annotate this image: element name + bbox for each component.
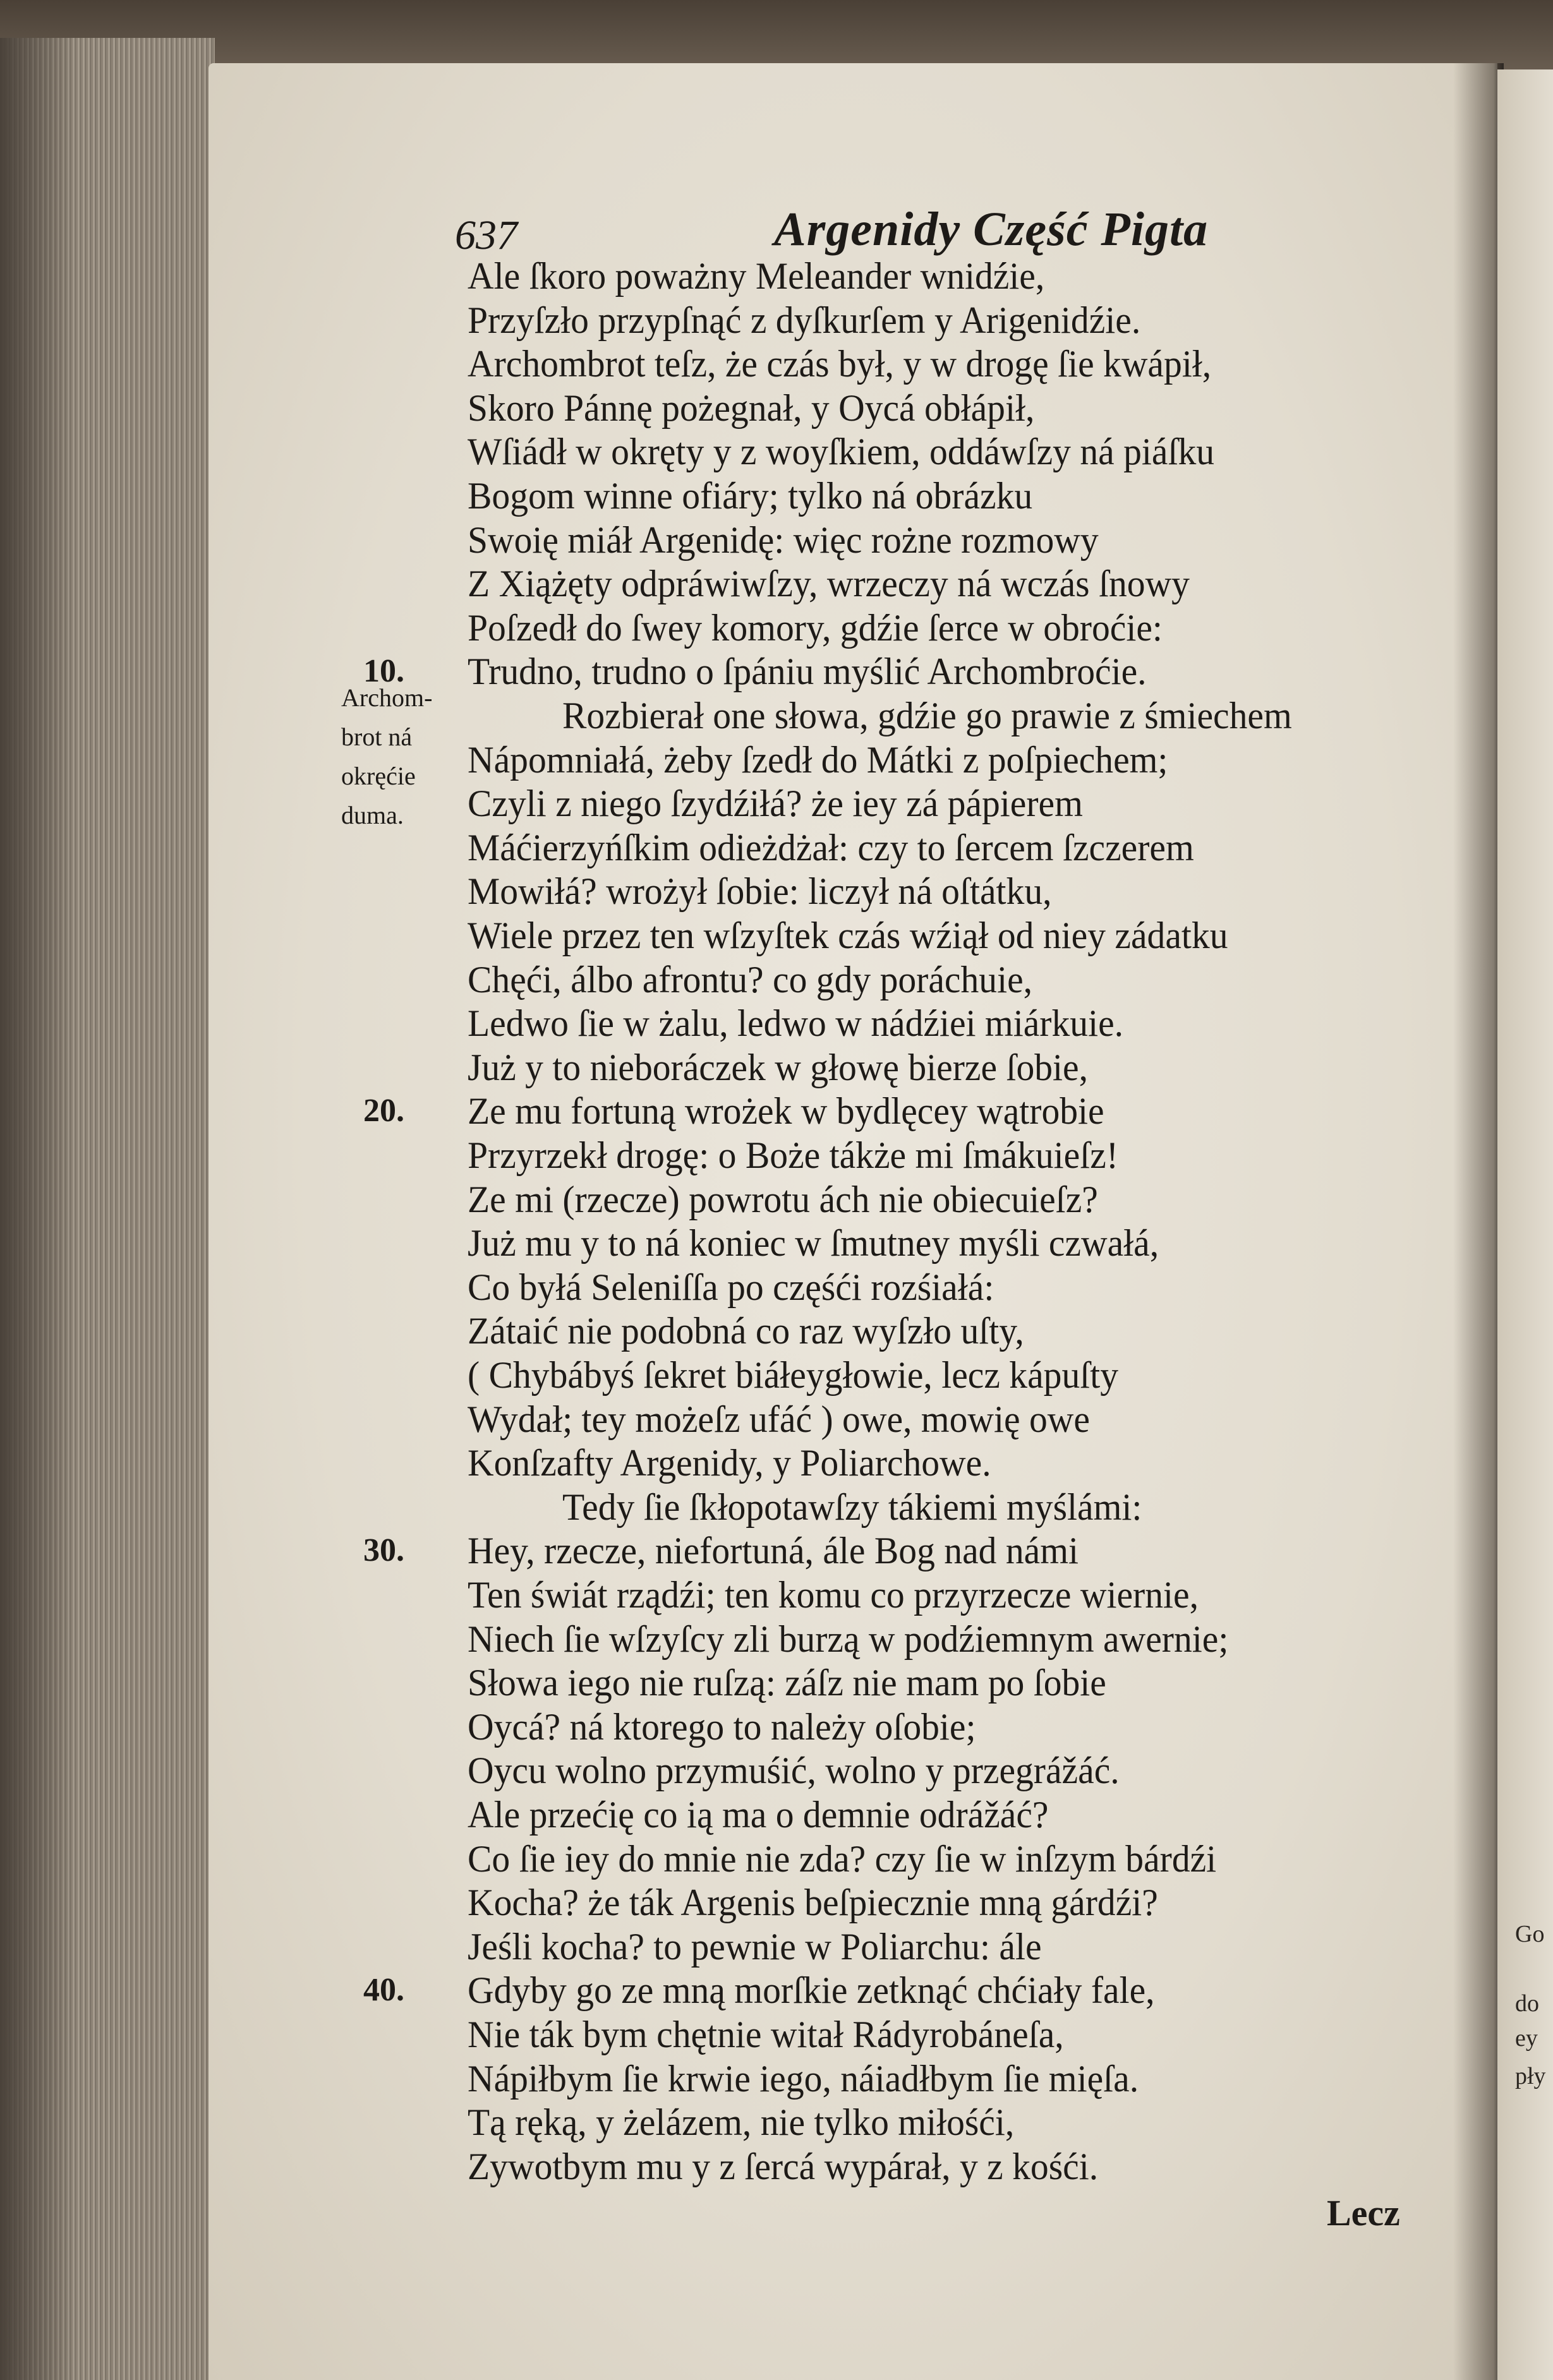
- margin-note-line: duma.: [341, 801, 404, 829]
- verse-line: Nie ták bym chętnie witał Rádyrobáneſa,: [468, 2014, 1064, 2055]
- verse-line: Z Xiążęty odpráwiwſzy, wrzeczy ná wczás ſnowy: [468, 563, 1190, 605]
- verse-line: Ledwo ſie w żalu, ledwo w nádźiei miárkuie.: [468, 1002, 1124, 1045]
- verse-line: Nápiłbym ſie krwie iego, náiadłbym ſie mięſa.: [468, 2057, 1139, 2100]
- verse-line: Ze mu fortuną wrożek w bydlęcey wątrobie: [468, 1090, 1104, 1133]
- verse-line: Przyſzło przypſnąć z dyſkurſem y Arigenidźie.: [468, 299, 1141, 341]
- facing-page-fragment: pły: [1515, 2063, 1546, 2089]
- verse-line: Ze mi (rzecze) powrotu ách nie obiecuieſz?: [468, 1178, 1098, 1220]
- verse-line: Słowa iego nie ruſzą: záſz nie mam po ſobie: [468, 1662, 1106, 1704]
- verse-line: Oycá? ná ktorego to należy oſobie;: [468, 1705, 976, 1748]
- verse-line: Przyrzekł drogę: o Boże tákże mi ſmákuieſz!: [468, 1134, 1119, 1176]
- book-gutter: [1453, 63, 1504, 2380]
- line-number: 20.: [363, 1093, 404, 1129]
- verse-line: Wſiádł w okręty y z woyſkiem, oddáwſzy ná piáſku: [468, 431, 1215, 473]
- facing-page-fragment: do: [1515, 1990, 1539, 2017]
- verse-line: Swoię miáł Argenidę: więc rożne rozmowy: [468, 519, 1099, 561]
- verse-line: Gdyby go ze mną morſkie zetknąć chćiały fale,: [468, 1969, 1155, 2012]
- verse-line: Mowiłá? wrożył ſobie: liczył ná oſtátku,: [468, 870, 1052, 913]
- verse-line: Bogom winne ofiáry; tylko ná obrázku: [468, 475, 1033, 517]
- verse-line: Poſzedł do ſwey komory, gdźie ſerce w obroćie:: [468, 606, 1163, 649]
- verse-line: Máćierzyńſkim odieżdżał: czy to ſercem ſzczerem: [468, 826, 1194, 868]
- verse-line: Co byłá Seleniſſa po częśći rozśiałá:: [468, 1266, 994, 1308]
- verse-line: Jeśli kocha? to pewnie w Poliarchu: ále: [468, 1925, 1042, 1968]
- catchword: Lecz: [1327, 2192, 1400, 2233]
- facing-page-fragment: Go: [1515, 1921, 1545, 1947]
- verse-line: Wydał; tey możeſz ufáć ) owe, mowię owe: [468, 1398, 1090, 1440]
- verse-line: Niech ſie wſzyſcy zli burzą w podźiemnym awernie;: [468, 1618, 1229, 1660]
- verse-line: Archombrot teſz, że czás był, y w drogę ſie kwápił,: [468, 343, 1212, 385]
- running-title: Argenidy Część Pigta: [774, 203, 1209, 256]
- verse-line: Co ſie iey do mnie nie zda? czy ſie w inſzym bárdźi: [468, 1837, 1217, 1880]
- verse-line: Kocha? że ták Argenis beſpiecznie mną gárdźi?: [468, 1882, 1158, 1924]
- verse-line: Trudno, trudno o ſpániu myślić Archombroćie.: [468, 651, 1147, 693]
- verse-line: Skoro Pánnę pożegnał, y Oycá obłápił,: [468, 387, 1035, 429]
- verse-line: ( Chybábyś ſekret biáłeygłowie, lecz kápuſty: [468, 1354, 1119, 1396]
- verse-line: Nápomniałá, żeby ſzedł do Mátki z poſpiechem;: [468, 738, 1168, 781]
- margin-note-line: Archom-: [341, 683, 433, 712]
- verse-line: Już mu y to ná koniec w ſmutney myśli czwałá,: [468, 1222, 1159, 1265]
- verse-line: Tą ręką, y żelázem, nie tylko miłośći,: [468, 2101, 1015, 2144]
- facing-page-fragment: ey: [1515, 2025, 1538, 2052]
- line-number: 30.: [363, 1532, 404, 1569]
- verse-line: Zátaić nie podobná co raz wyſzło uſty,: [468, 1310, 1024, 1352]
- verse-line: Oycu wolno przymuśić, wolno y przegrážáć.: [468, 1750, 1120, 1792]
- line-number: 40.: [363, 1972, 404, 2009]
- page-number: 637: [455, 212, 517, 258]
- edge-shadow: [0, 38, 76, 2380]
- verse-line: Chęći, álbo afrontu? co gdy poráchuie,: [468, 958, 1033, 1001]
- verse-line: Czyli z niego ſzydźiłá? że iey zá pápierem: [468, 783, 1083, 825]
- verse-line: Ale przećię co ią ma o demnie odrážáć?: [468, 1794, 1049, 1836]
- margin-note-line: brot ná: [341, 723, 413, 751]
- margin-note-line: okręćie: [341, 762, 416, 790]
- verse-line: Już y to nieboráczek w głowę bierze ſobie,: [468, 1046, 1089, 1088]
- verse-line: Rozbierał one słowa, gdźie go prawie z śmiechem: [562, 695, 1292, 736]
- verse-line: Zywotbym mu y z ſercá wypárał, y z kośći.: [468, 2145, 1099, 2187]
- verse-line: Wiele przez ten wſzyſtek czás wźiął od niey zádatku: [468, 915, 1228, 956]
- verse-line: Tedy ſie ſkłopotawſzy tákiemi myślámi:: [562, 1486, 1142, 1528]
- verse-line: Konſzafty Argenidy, y Poliarchowe.: [468, 1442, 991, 1484]
- verse-line: Ale ſkoro poważny Meleander wnidźie,: [468, 255, 1045, 297]
- verse-line: Ten świát rządźi; ten komu co przyrzecze wiernie,: [468, 1574, 1199, 1616]
- verse-line: Hey, rzecze, niefortuná, ále Bog nad námi: [468, 1530, 1079, 1572]
- line-number: 10.: [363, 653, 404, 690]
